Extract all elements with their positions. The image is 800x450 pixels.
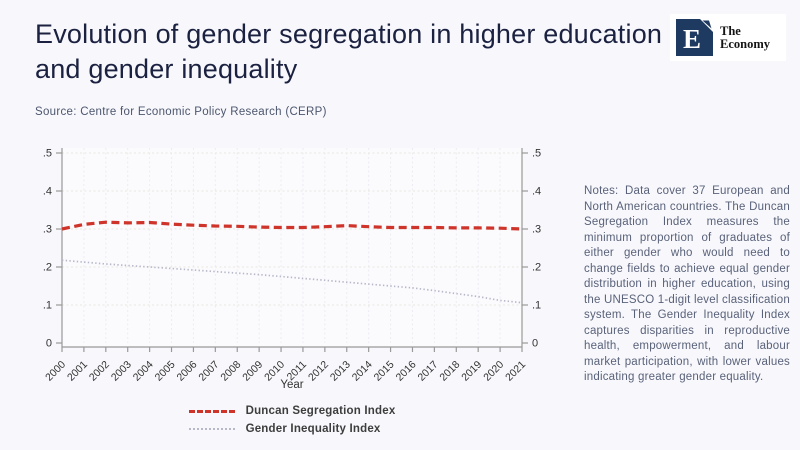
svg-text:2002: 2002 — [86, 358, 112, 384]
source-line: Source: Centre for Economic Policy Research (CERP) — [35, 106, 327, 118]
line-chart — [0, 135, 560, 420]
svg-text:.2: .2 — [42, 261, 52, 274]
logo-letter: E — [682, 24, 702, 54]
svg-text:.1: .1 — [532, 299, 542, 312]
svg-text:2011: 2011 — [284, 358, 310, 384]
svg-text:.1: .1 — [42, 299, 52, 312]
svg-text:2001: 2001 — [65, 358, 91, 384]
svg-text:0: 0 — [532, 337, 539, 350]
svg-text:2019: 2019 — [459, 358, 485, 384]
svg-text:.3: .3 — [532, 223, 542, 236]
svg-text:.4: .4 — [532, 185, 542, 198]
svg-text:2010: 2010 — [262, 358, 288, 384]
svg-text:2013: 2013 — [327, 358, 353, 384]
svg-text:.3: .3 — [42, 223, 52, 236]
svg-text:2009: 2009 — [240, 358, 266, 384]
legend-item-duncan: Duncan Segregation Index — [189, 402, 396, 420]
svg-text:.5: .5 — [42, 147, 52, 160]
svg-text:.2: .2 — [532, 261, 542, 274]
logo-wordmark: The Economy — [720, 23, 770, 51]
svg-text:2016: 2016 — [393, 358, 419, 384]
svg-text:2003: 2003 — [108, 358, 134, 384]
x-axis-title: Year — [280, 379, 304, 391]
svg-text:.4: .4 — [42, 185, 52, 198]
svg-text:2017: 2017 — [415, 358, 441, 384]
svg-text:2004: 2004 — [130, 358, 156, 384]
gii-dotted-swatch-icon — [189, 428, 235, 430]
svg-text:2012: 2012 — [305, 358, 331, 384]
svg-text:2008: 2008 — [218, 358, 244, 384]
svg-text:2006: 2006 — [174, 358, 200, 384]
chart-legend — [62, 402, 522, 438]
page-title: Evolution of gender segregation in higher education and gender inequality — [35, 19, 663, 84]
legend-item-gii: Gender Inequality Index — [189, 420, 396, 438]
svg-text:2018: 2018 — [437, 358, 463, 384]
logo-mark-icon — [676, 19, 713, 56]
svg-text:2005: 2005 — [152, 358, 178, 384]
svg-text:2021: 2021 — [503, 358, 529, 384]
svg-text:2020: 2020 — [481, 358, 507, 384]
svg-text:2014: 2014 — [349, 358, 375, 384]
svg-text:2007: 2007 — [196, 358, 222, 384]
logo — [670, 14, 786, 61]
notes-text: Notes: Data cover 37 European and North American countries. The Duncan Segregation Index measures the minimum proportion of graduates of either gender who would need to change fields to achieve equal gender distribution in higher education, using the UNESCO 1-digit level classification system. The Gender Inequality Index captures disparities in reproductive health, empowerment, and labour market participation, with lower values indicating greater gender equality. — [584, 185, 790, 383]
plot-area — [62, 148, 522, 347]
svg-text:0: 0 — [45, 337, 52, 350]
svg-text:.5: .5 — [532, 147, 542, 160]
duncan-dashed-swatch-icon — [189, 410, 235, 413]
svg-text:2015: 2015 — [371, 358, 397, 384]
svg-text:2000: 2000 — [43, 358, 69, 384]
